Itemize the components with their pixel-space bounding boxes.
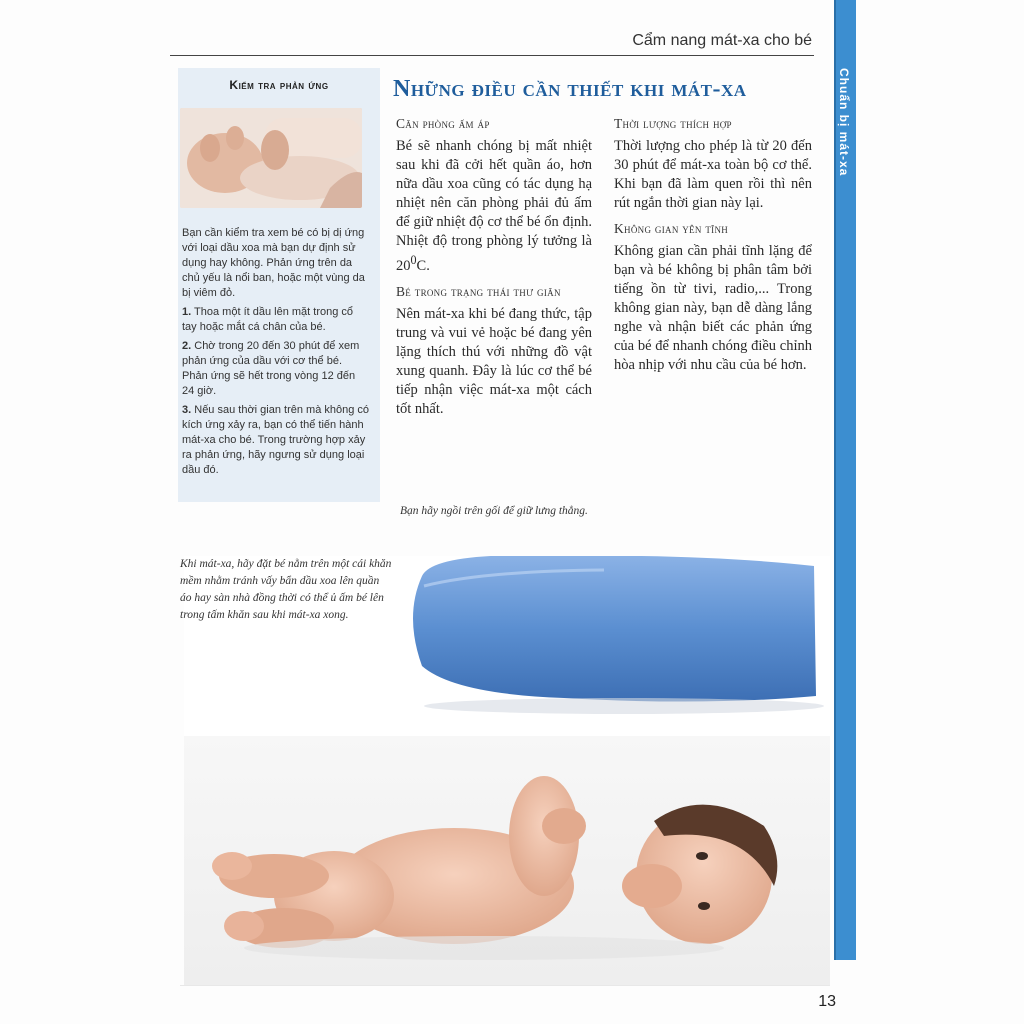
sidebar-body xyxy=(182,226,370,482)
side-tab-label: Chuẩn bị mát-xa xyxy=(837,68,851,177)
baby-caption: Khi mát-xa, hãy đặt bé nằm trên một cái khăn mềm nhằm tránh vấy bẩn dầu xoa lên quần áo hay sàn nhà đồng thời có thể ủ ấm bé lên trong tấm khăn sau khi mát-xa xong. xyxy=(180,558,392,621)
sidebar-step xyxy=(182,305,370,335)
step-number: 3. xyxy=(182,404,192,416)
step-number: 2. xyxy=(182,340,192,352)
section-text: Thời lượng cho phép là từ 20 đến 30 phút để mát-xa toàn bộ cơ thể. Khi bạn đã làm quen rồi thì nên rút ngắn thời gian này lại. xyxy=(614,138,812,211)
sidebar-step xyxy=(182,339,370,399)
sidebar-step xyxy=(182,403,370,478)
step-text: Nếu sau thời gian trên mà không có kích ứng xảy ra, bạn có thể tiến hành mát-xa cho bé. Trong trường hợp xảy ra phản ứng, hãy ngưng sử dụng loại dầu đó. xyxy=(182,404,370,476)
header-divider xyxy=(170,55,814,56)
right-column xyxy=(614,112,812,381)
page-number: 13 xyxy=(818,993,836,1010)
section-text-part: C. xyxy=(416,257,430,274)
section-text: Không gian cần phải tĩnh lặng để bạn và bé không bị phân tâm bởi tiếng ồn từ tivi, radio,... Trong không gian này, bạn dễ dàng lắng nghe và nhận biết các phản ứng của bé để nhanh chóng điều chỉnh hòa nhịp với nhu cầu của bé hơn. xyxy=(614,243,812,373)
header-title: Cẩm nang mát-xa cho bé xyxy=(632,32,812,49)
main-title: Những điều cần thiết khi mát-xa xyxy=(393,76,747,102)
section-heading: Bé trong trạng thái thư giãn xyxy=(396,283,561,299)
hands-photo xyxy=(180,108,362,208)
section-heading: Căn phòng ấm áp xyxy=(396,116,490,131)
sidebar-title: Kiểm tra phản ứng xyxy=(229,78,329,92)
step-text: Chờ trong 20 đến 30 phút để xem phản ứng của dầu với cơ thể bé. Phản ứng sẽ hết trong vòng 12 đến 24 giờ. xyxy=(182,340,360,397)
section-text xyxy=(396,137,592,276)
sidebar-intro: Bạn cần kiểm tra xem bé có bị dị ứng với loại dầu xoa mà bạn dự định sử dụng hay không. Phản ứng trên da chủ yếu là nổi ban, hoặc một vùng da bị viêm đỏ. xyxy=(182,227,365,299)
left-column xyxy=(396,112,592,425)
section-text-part: Bé sẽ nhanh chóng bị mất nhiệt sau khi đã cởi hết quần áo, hơn nữa dầu xoa cũng có tác dụng hạ nhiệt nên căn phòng phải đủ ấm để giữ nhiệt độ cơ thể bé ổn định. Nhiệt độ trong phòng lý tưởng là 20 xyxy=(396,138,592,274)
step-number: 1. xyxy=(182,306,192,318)
section-text: Nên mát-xa khi bé đang thức, tập trung và vui vẻ hoặc bé đang yên lặng thích thú với những đồ vật xung quanh. Đây là lúc cơ thể bé tiếp nhận việc mát-xa một cách tốt nhất. xyxy=(396,305,592,417)
step-text: Thoa một ít dầu lên mặt trong cổ tay hoặc mắt cá chân của bé. xyxy=(182,306,354,333)
pillow-caption: Bạn hãy ngồi trên gối để giữ lưng thẳng. xyxy=(400,505,588,517)
superscript: 0 xyxy=(410,253,417,267)
section-heading: Thời lượng thích hợp xyxy=(614,116,732,131)
bottom-divider xyxy=(180,985,830,986)
section-heading: Không gian yên tĩnh xyxy=(614,221,729,236)
